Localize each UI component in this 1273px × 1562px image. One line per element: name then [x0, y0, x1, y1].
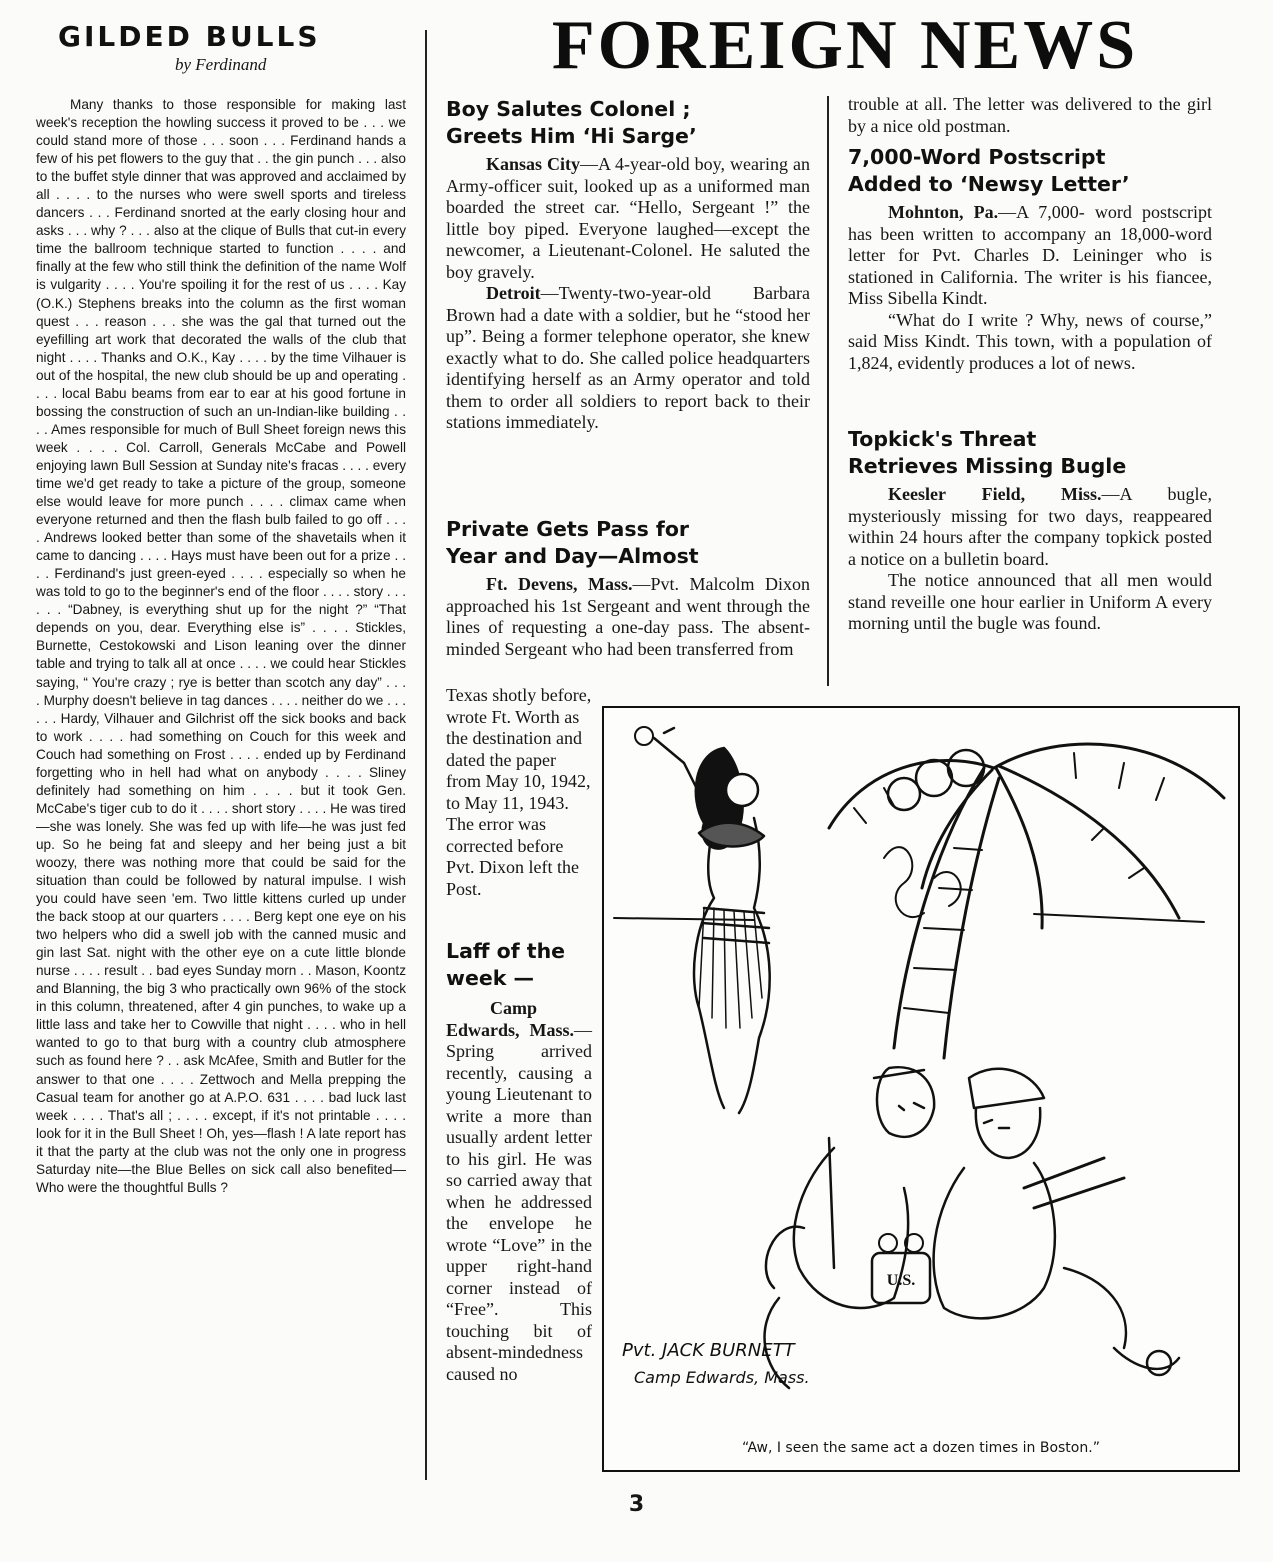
artist-monogram-icon [635, 727, 653, 745]
story-text: —Twenty-two-year-old Barbara Brown had a date with a soldier, but he “stood her up”. Being a former telephone operator, she knew exactly what to do. She called police headquarters identifying herself as an Army operator and told them to order all soldiers to report back to their stations immediately. [446, 283, 810, 432]
headline: Topkick's Threat [848, 427, 1037, 451]
story-paragraph: “What do I write ? Why, news of course,” said Miss Kindt. This town, with a population of 1,824, evidently produces a lot of news. [848, 309, 1212, 373]
headline: Added to ‘Newsy Letter’ [848, 172, 1130, 196]
section-masthead: FOREIGN NEWS [551, 7, 1139, 84]
headline: Boy Salutes Colonel ; [446, 97, 691, 121]
story-paragraph [848, 484, 1212, 570]
page-number: 3 [628, 1492, 645, 1517]
column-divider [827, 96, 829, 686]
artist-signature: Pvt. JACK BURNETT [622, 1340, 795, 1361]
palm-trunk [894, 768, 999, 1058]
story-text: —A 7,000- word postscript has been written to accompany an 18,000-word letter for Pvt. Charles D. Leininger who is stationed in California. The writer is his fiancee, Miss Sibella Kindt. [848, 202, 1212, 308]
story-laff-of-week [446, 938, 592, 1385]
headline: Greets Him ‘Hi Sarge’ [446, 124, 697, 148]
story-paragraph: The notice announced that all men would stand reveille one hour earlier in Uniform A every morning until the bugle was found. [848, 570, 1212, 633]
coconut [948, 750, 984, 786]
headline: Laff of the [446, 939, 566, 963]
duffel-bag-label: U.S. [886, 1272, 916, 1289]
gossip-text: Many thanks to those responsible for making last week's reception the howling success it proved to be . . . we could stand more of those . . . soon . . . Ferdinand hands a few of his pet flowers to the guy that . . the gin punch . . . also to the buffet style dinner that was approved and acclaimed by all . . . . to the nurses who were swell sports and tireless dancers . . . Ferdinand snorted at the early closing hour and asks . . . why ? . . . also at the clique of Bulls that cut-in every time the ballroom technique started to function . . . . and finally at the few who still think the definition of the name Wolf is vulgarity . . . . You're spoiling it for the rest of us . . . . Kay (O.K.) Stephens breaks into the column as the first woman quest . . . reason . . . she was the gal that turned out the eyefilling art work that decorated the walls of the club that night . . . . Thanks and O.K., Kay . . . . by the time Vilhauer is out of the hospital, the new club should be up and operating . . . . local Babu beams from ear to ear at his good fortune in bossing the construction of such an un-Indian-like building . . . . Ames responsible for much of Bull Sheet foreign news this week . . . . Col. Carroll, Generals McCabe and Powell enjoying lawn Bull Session at Sunday nite's fracas . . . . every time we'd get ready to take a picture of the group, someone else would leave for more punch . . . . climax came when everyone returned and then the flash bulb failed to go off . . . . Andrews looked better than some of the shavetails when it came to dancing . . . . Hays must have been out for a prize . . . . Ferdinand's just green-eyed . . . . especially so when he was told to go to the beginner's end of the floor . . . . story . . . . . . “Dabney, is everything shut up for the night ?” “That depends on you, dear. Everything else is” . . . . Stickles, Burnette, Cestokowski and Lison leaning over the dinner table and trying to talk all at once . . . . we could hear Stickles saying, “ You're crazy ; rye is better than scotch any day” . . . . Murphy doesn't believe in tag dances . . . . neither do we . . . . . . Hardy, Vilhauer and Gilchrist off the sick books and back to work . . . . had something on Couch for this week and Couch had something on Frost . . . . ended up by Ferdinand forgetting who in hell had what on anybody . . . . Sliney definitely had something on him . . . . but it took Gen. McCabe's tiger cub to do it . . . . short story . . . . He was tired—she was lonely. She was fed up with life—he was just fed up. So he being fat and sleepy and her being just a bit woozy, there was nothing more that could be said for the situation than could be followed by natural impulse. I wish you could have seen 'em. Two little kittens curled up under the back stoop at our quarters . . . . Berg kept one eye on his two helpers who did a swell job with the canned music and gin last Sat. night with the other eye on a cute little blonde nurse . . . . result . . bad eyes Sunday morn . . Mason, Koontz and Blanning, the big 3 who practically own 96% of the stock in this column, threatened, after 4 gin punches, to wake up a little lass and take her to Cowville that night . . . . who in hell wanted to go to that burg with a country club atmosphere such as found here ? . . ask McAfee, Smith and Butler for the answer to that one . . . . Zettwoch and Mella prepping the Casual team for another go at A.P.O. 631 . . . . bad luck last week . . . . That's all ; . . . . except, if it's not printable . . . . look for it in the Bull Sheet ! Oh, yes—flash ! A late report has it that the party at the club was not the only one in progress Saturday nite—the Blue Belles on sick call also benefited—Who were the thoughtful Bulls ? [36, 97, 406, 1195]
headline: Retrieves Missing Bugle [848, 454, 1127, 478]
story-text: —A bugle, mysteriously missing for two days, reappeared within 24 hours after the company topkick posted a notice on a bulletin board. [848, 484, 1212, 569]
story-topkick [848, 426, 1212, 635]
dateline: Mohnton, Pa. [888, 202, 999, 222]
story-text: —A 4-year-old boy, wearing an Army-officer suit, looked up as a uniformed man boarded the street car. “Hello, Sergeant !” the little boy piped. Everyone laughed—except the newcomer, a Lieutenant-Colonel. He saluted the boy gravely. [446, 154, 810, 282]
column-title: GILDED BULLS [58, 20, 321, 53]
column-divider [425, 30, 427, 1480]
story-text: trouble at all. The letter was delivered to the girl by a nice old postman. [848, 94, 1212, 136]
headline: 7,000-Word Postscript [848, 145, 1106, 169]
headline: week — [446, 966, 535, 990]
story-private-pass-continued [446, 685, 592, 900]
story-text: —Spring arrived recently, causing a young Lieutenant to write a more than usually ardent letter to his girl. He was so carried away that when he addressed the envelope he wrote “Love” in the upper right-hand corner instead of “Free”. This touching bit of absent-mindedness caused no [446, 1019, 592, 1384]
headline: Private Gets Pass for [446, 517, 690, 541]
story-private-pass [446, 516, 810, 660]
story-laff-continued [848, 94, 1212, 137]
story-postscript [848, 144, 1212, 374]
story-paragraph [446, 574, 810, 660]
story-boy-salutes [446, 96, 810, 434]
soldier-figure [934, 1069, 1179, 1375]
coconut [916, 760, 952, 796]
story-paragraph [446, 998, 592, 1385]
gossip-column-body [36, 96, 406, 1197]
dateline: Camp Edwards, Mass. [446, 998, 574, 1040]
story-text: Texas shotly before, wrote Ft. Worth as the destination and dated the paper from May 10, 1942, to May 11, 1943. The error was corrected before Pvt. Dixon left the Post. [446, 685, 592, 899]
palm-fronds [829, 744, 1224, 928]
dateline: Kansas City [486, 154, 581, 174]
story-text: —Pvt. Malcolm Dixon approached his 1st Sergeant and went through the lines of requesting a one-day pass. The absent-minded Sergeant who had been transferred from [446, 574, 811, 659]
dateline: Keesler Field, Miss. [888, 484, 1102, 504]
cartoon-panel [602, 706, 1240, 1472]
story-paragraph [446, 283, 810, 434]
cartoon-caption: “Aw, I seen the same act a dozen times in Boston.” [742, 1440, 1100, 1456]
coconut [888, 778, 920, 810]
column-byline: by Ferdinand [175, 55, 267, 74]
artist-signature-location: Camp Edwards, Mass. [634, 1368, 810, 1387]
dateline: Ft. Devens, Mass. [486, 574, 633, 594]
headline: Year and Day—Almost [446, 544, 699, 568]
story-paragraph [848, 202, 1212, 310]
dateline: Detroit [486, 283, 541, 303]
story-paragraph [446, 154, 810, 283]
cartoon-illustration [604, 708, 1237, 1469]
